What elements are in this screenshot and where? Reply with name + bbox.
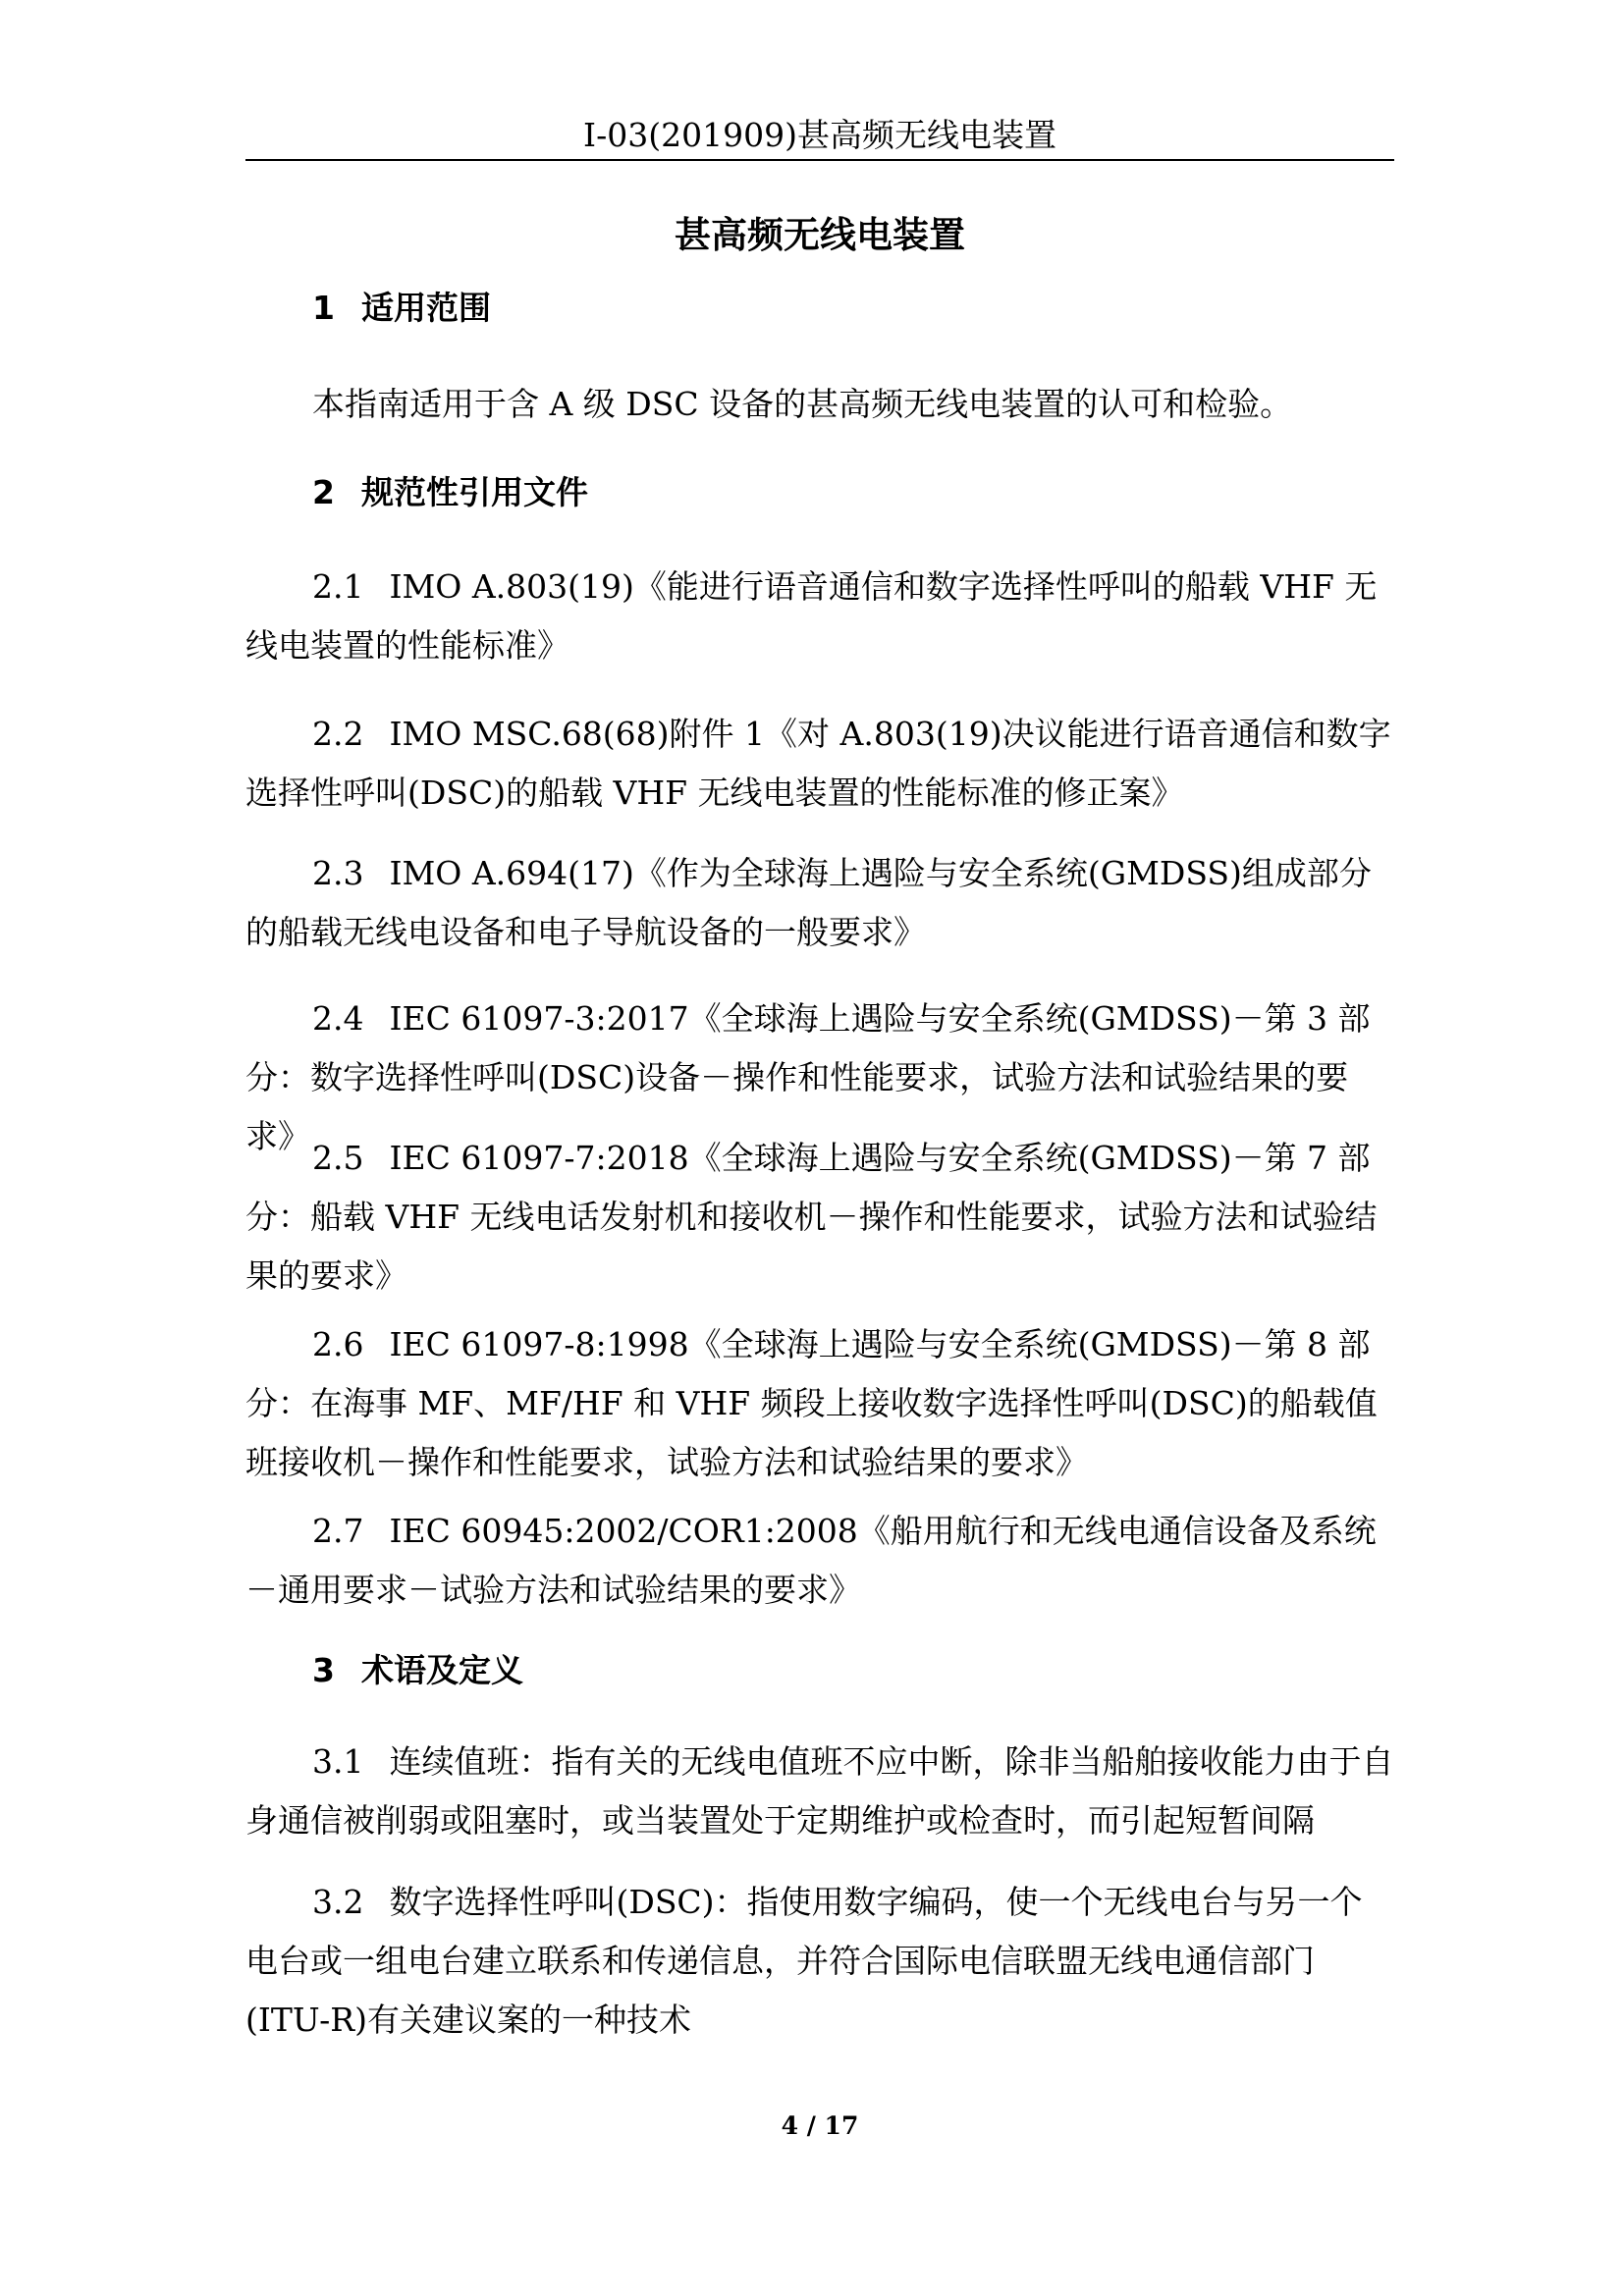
clause-number: 2.5 [312,1139,364,1177]
section-heading-1 [312,287,491,330]
clause-number: 2.1 [312,567,364,606]
clause-2-7 [245,1502,1394,1620]
clause-text: IMO MSC.68(68)附件 1《对 A.803(19)决议能进行语音通信和数字选择性呼叫(DSC)的船载 VHF 无线电装置的性能标准的修正案》 [245,715,1391,812]
page-number: 4 / 17 [781,2111,859,2140]
clause-2-3 [245,844,1394,962]
section-number: 3 [312,1651,335,1689]
clause-3-1 [245,1733,1394,1850]
clause-text: IEC 61097-8:1998《全球海上遇险与安全系统(GMDSS)－第 8 部分：在海事 MF、MF/HF 和 VHF 频段上接收数字选择性呼叫(DSC)的船载值班接收机－操作和性能要求，试验方法和试验结果的要求》 [245,1325,1378,1481]
clause-2-5 [245,1129,1394,1306]
clause-2-1 [245,558,1394,675]
clause-text: IMO A.694(17)《作为全球海上遇险与安全系统(GMDSS)组成部分的船载无线电设备和电子导航设备的一般要求》 [245,854,1372,951]
clause-number: 3.1 [312,1742,364,1781]
section-title: 规范性引用文件 [361,473,588,511]
clause-text: IMO A.803(19)《能进行语音通信和数字选择性呼叫的船载 VHF 无线电装置的性能标准》 [245,567,1378,665]
section-number: 1 [312,289,335,327]
clause-number: 3.2 [312,1883,364,1921]
clause-2-2 [245,705,1394,823]
header-rule [245,159,1394,161]
clause-2-6 [245,1315,1394,1492]
section-number: 2 [312,473,335,511]
clause-number: 2.4 [312,999,364,1038]
document-title: 甚高频无线电装置 [675,214,965,256]
clause-number: 2.6 [312,1325,364,1363]
running-header: I-03(201909)甚高频无线电装置 [583,116,1056,154]
paragraph-scope [245,375,1394,434]
section-title: 适用范围 [361,289,491,327]
section-heading-2 [312,471,588,514]
clause-number: 2.3 [312,854,364,892]
paragraph-text: 本指南适用于含 A 级 DSC 设备的甚高频无线电装置的认可和检验。 [312,385,1293,423]
section-heading-3 [312,1649,523,1692]
clause-3-2 [245,1873,1394,2050]
clause-text: IEC 61097-3:2017《全球海上遇险与安全系统(GMDSS)－第 3 部分：数字选择性呼叫(DSC)设备－操作和性能要求，试验方法和试验结果的要求》 [245,999,1371,1155]
clause-text: 连续值班：指有关的无线电值班不应中断，除非当船舶接收能力由于自身通信被削弱或阻塞时，或当装置处于定期维护或检查时，而引起短暂间隔 [245,1742,1394,1840]
section-title: 术语及定义 [361,1651,523,1689]
clause-text: IEC 60945:2002/COR1:2008《船用航行和无线电通信设备及系统－通用要求－试验方法和试验结果的要求》 [245,1512,1377,1609]
clause-text: 数字选择性呼叫(DSC)：指使用数字编码，使一个无线电台与另一个电台或一组电台建立联系和传递信息，并符合国际电信联盟无线电通信部门(ITU-R)有关建议案的一种技术 [245,1883,1363,2039]
clause-number: 2.7 [312,1512,364,1550]
clause-text: IEC 61097-7:2018《全球海上遇险与安全系统(GMDSS)－第 7 部分：船载 VHF 无线电话发射机和接收机－操作和性能要求，试验方法和试验结果的要求》 [245,1139,1378,1295]
clause-number: 2.2 [312,715,364,753]
